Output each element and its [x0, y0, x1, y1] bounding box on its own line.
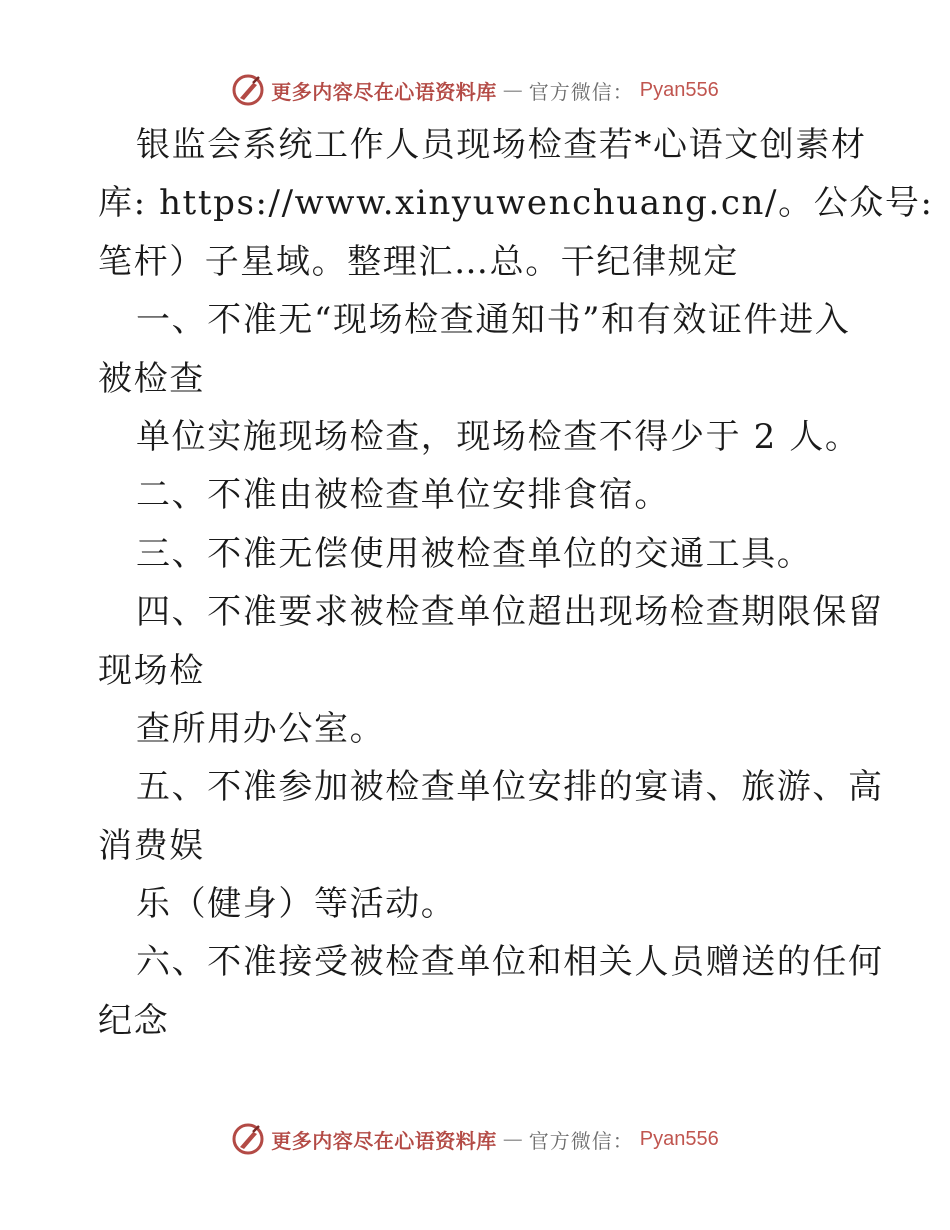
text-line: 五、不准参加被检查单位安排的宴请、旅游、高: [136, 767, 884, 808]
text-line: 笔杆）子星域。整理汇…总。干纪律规定: [98, 241, 739, 282]
banner-dash: —: [502, 1127, 523, 1151]
banner-official-label: 官方微信：: [528, 1128, 634, 1153]
text-line: 一、不准无“现场检查通知书”和有效证件进入: [136, 300, 851, 341]
banner-wechat-id: Pyan556: [639, 1127, 719, 1150]
footer-watermark-banner: [0, 1119, 950, 1159]
text-line: 纪念: [98, 1000, 170, 1041]
document-body: [98, 116, 934, 1050]
banner-lead-text: 更多内容尽在心语资料库: [271, 1128, 497, 1153]
text-line: 乐（健身）等活动。: [136, 884, 457, 925]
banner-official-label: 官方微信：: [528, 79, 634, 104]
text-line: 银监会系统工作人员现场检查若*心语文创素材: [136, 125, 867, 165]
text-line: 被检查: [98, 358, 205, 399]
text-line: 四、不准要求被检查单位超出现场检查期限保留: [136, 592, 884, 633]
header-watermark-banner: [0, 70, 950, 110]
quill-logo-icon: [231, 1122, 265, 1156]
banner-wechat-id: Pyan556: [639, 78, 719, 101]
text-line: 三、不准无偿使用被检查单位的交通工具。: [136, 533, 813, 574]
text-line: 二、不准由被检查单位安排食宿。: [136, 475, 670, 516]
text-line: 单位实施现场检查，现场检查不得少于 2 人。: [136, 416, 861, 457]
banner-lead-text: 更多内容尽在心语资料库: [271, 79, 497, 104]
text-line: 消费娱: [98, 825, 205, 866]
quill-logo-icon: [231, 73, 265, 107]
text-line: 查所用办公室。: [136, 708, 386, 749]
text-line: 现场检: [98, 650, 205, 691]
text-line: 六、不准接受被检查单位和相关人员赠送的任何: [136, 942, 884, 983]
banner-dash: —: [502, 78, 523, 102]
text-line: 库: https://www.xinyuwenchuang.cn/。公众号:: [98, 183, 934, 224]
